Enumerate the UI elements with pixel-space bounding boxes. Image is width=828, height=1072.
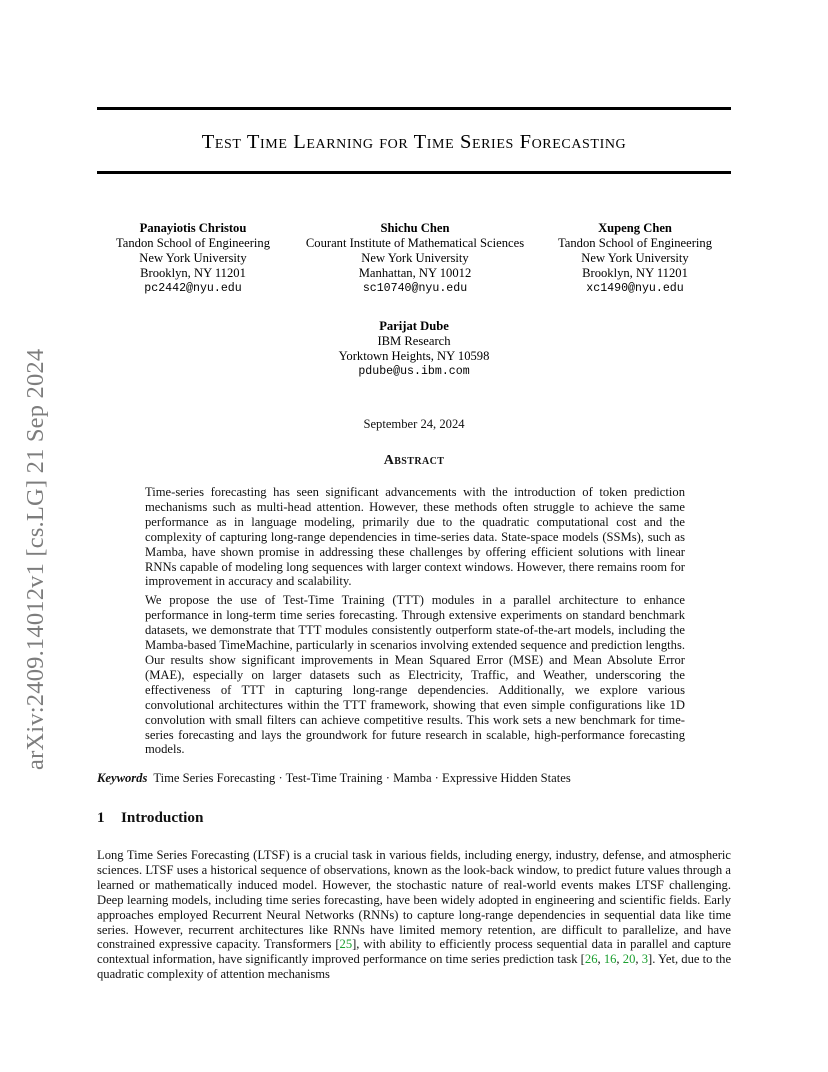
author-affiliation: Tandon School of Engineering [115,236,271,250]
citation-link[interactable]: 16 [603,952,617,967]
citation-link[interactable]: 20 [622,952,636,967]
author-affiliation: Tandon School of Engineering [557,236,713,250]
author-email[interactable]: sc10740@nyu.edu [362,282,468,295]
title-rule-bottom [97,171,731,174]
author-name: Panayiotis Christou [139,221,247,235]
body-paragraph: Long Time Series Forecasting (LTSF) is a crucial task in various fields, including energy, industry, defense, and atmospheric sciences. LTSF uses a historical sequence of observations, known as the look-back window, to predict future values through a learned or mathematically induced model. However, the stochastic nature of real-world events makes LTSF challenging. Deep learning models, including time series forecasting, have been widely adopted in engineering and scientific fields. Early approaches employed Recurrent Neural Networks (RNNs) to capture long-range dependencies in sequential data like time series. However, recurrent architectures like RNNs have limited memory retention, are difficult to parallelize, and have constrained expressive capacity. Transformers [25], with ability to efficiently process sequential data in parallel and capture contextual information, have significantly improved performance on time series prediction task [26, 16, 20, 3]. Yet, due to the quadratic complexity of attention mechanisms [97,848,732,982]
citation-link[interactable]: 25 [339,937,353,952]
abstract-heading: Abstract [383,453,445,468]
arxiv-stamp: arXiv:2409.14012v1 [cs.LG] 21 Sep 2024 [22,348,49,770]
author-institution: New York University [361,251,469,265]
section-heading [97,809,203,827]
abstract-paragraph: We propose the use of Test-Time Training (TTT) modules in a parallel architecture to enhance performance in long-term time series forecasting. Through extensive experiments on standard benchmark datasets, we demonstrate that TTT modules consistently outperform state-of-the-art models, including the Mamba-based TimeMachine, particularly in scenarios involving extended sequence and prediction lengths. Our results show significant improvements in Mean Squared Error (MSE) and Mean Absolute Error (MAE), especially on larger datasets such as Electricity, Traffic, and Weather, underscoring the effectiveness of TTT in capturing long-range dependencies. Additionally, we explore various convolutional architectures within the TTT framework, showing that even simple configurations like 1D convolution with small filters can achieve competitive results. This work sets a new benchmark for time-series forecasting and lays the groundwork for future research in scalable, high-performance forecasting models. [145,593,685,757]
title-rule-top [97,107,731,110]
citation-link[interactable]: 26 [584,952,598,967]
author-location: Yorktown Heights, NY 10598 [338,349,490,363]
keywords-label: Keywords [97,771,148,785]
keywords-line [97,771,737,786]
body-text-run: ], with ability to efficiently process sequential data in parallel and capture contextual information, have significantly improved performance on time series prediction task [ [97,937,731,967]
paper-title: Test Time Learning for Time Series Forecasting [201,131,627,153]
author-institution: New York University [581,251,689,265]
author-name: Parijat Dube [379,319,449,333]
author-email[interactable]: pc2442@nyu.edu [144,282,242,295]
body-text-run: Long Time Series Forecasting (LTSF) is a crucial task in various fields, including energy, industry, defense, and atmospheric sciences. LTSF uses a historical sequence of observations, known as the look-back window, to predict future values through a learned or mathematically induced model. However, the stochastic nature of real-world events makes LTSF challenging. Deep learning models, including time series forecasting, have been widely adopted in engineering and scientific fields. Early approaches employed Recurrent Neural Networks (RNNs) to capture long-range dependencies in sequential data like time series. However, recurrent architectures like RNNs have limited memory retention, are difficult to parallelize, and have constrained expressive capacity. Transformers [ [97,848,731,952]
author-card [287,221,543,296]
author-location: Manhattan, NY 10012 [358,266,472,280]
keywords-list: Time Series Forecasting · Test-Time Training · Mamba · Expressive Hidden States [153,771,571,785]
author-card [97,221,289,296]
section-number: 1 [97,809,105,826]
author-location: Brooklyn, NY 11201 [582,266,688,280]
body-text-run: ]. Yet, due to the quadratic complexity of attention mechanisms [97,952,732,982]
author-card [547,221,723,296]
citation-link[interactable]: 3 [641,952,648,967]
author-card [314,319,514,379]
abstract-body [145,485,685,761]
author-email[interactable]: pdube@us.ibm.com [358,365,470,378]
publication-date: September 24, 2024 [363,417,465,431]
author-name: Shichu Chen [380,221,450,235]
author-affiliation: IBM Research [377,334,451,348]
abstract-paragraph: Time-series forecasting has seen significant advancements with the introduction of token prediction mechanisms such as multi-head attention. However, these methods often struggle to achieve the same performance as in language modeling, primarily due to the quadratic computational cost and the complexity of capturing long-range dependencies in time-series data. State-space models (SSMs), such as Mamba, have shown promise in addressing these challenges by offering efficient solutions with linear RNNs capable of modeling long sequences with larger context windows. However, there remains room for improvement in accuracy and scalability. [145,485,685,589]
author-institution: New York University [139,251,247,265]
author-location: Brooklyn, NY 11201 [140,266,246,280]
author-email[interactable]: xc1490@nyu.edu [586,282,684,295]
author-affiliation: Courant Institute of Mathematical Sciences [305,236,525,250]
section-title: Introduction [121,809,204,826]
author-name: Xupeng Chen [598,221,672,235]
introduction-text [97,848,731,982]
